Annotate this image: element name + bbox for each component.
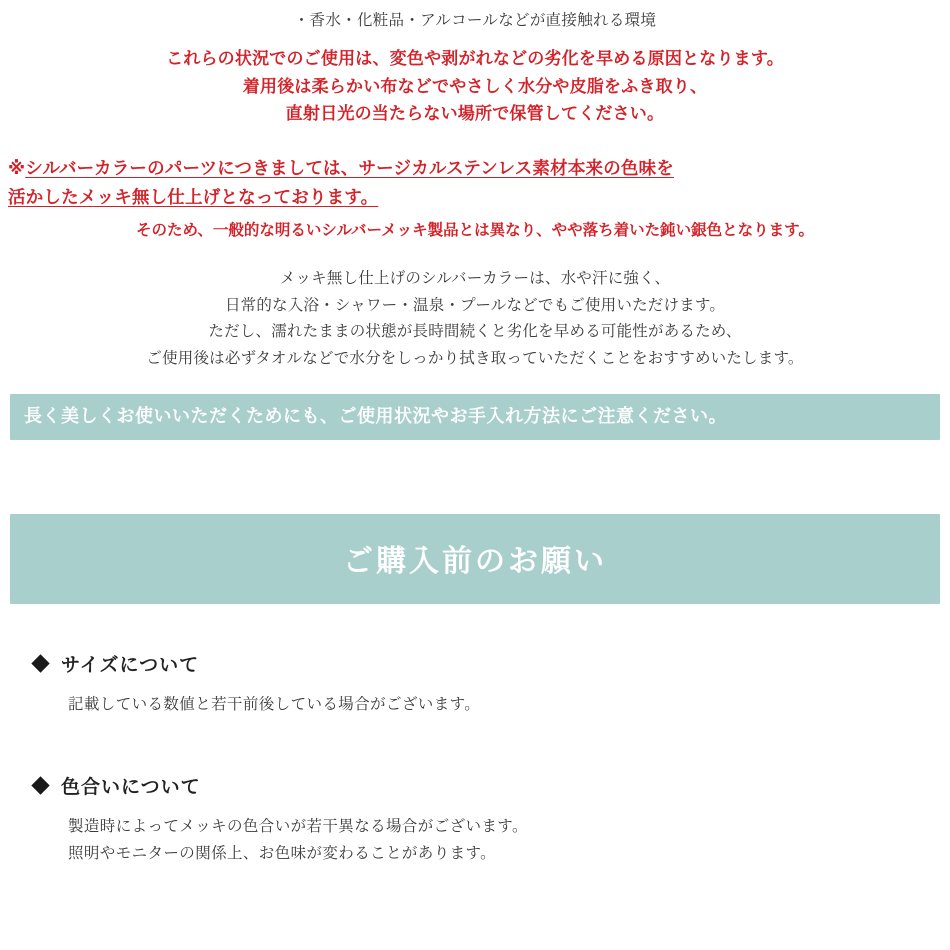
item-body-size (34, 691, 950, 718)
item-title-size (34, 650, 950, 677)
silver-note-line-2 (0, 184, 950, 214)
list-item (34, 650, 950, 718)
item-line: 照明やモニターの関係上、お色味が変わることがあります。 (68, 843, 497, 862)
item-title-text: サイズについて (61, 653, 200, 676)
diamond-bullet-icon (31, 776, 49, 794)
care-line-4: ご使用後は必ずタオルなどで水分をしっかり拭き取っていただくことをおすすめいたします。 (146, 348, 804, 367)
top-warning-block (0, 0, 950, 129)
warning-line-3: 直射日光の当たらない場所で保管してください。 (285, 104, 665, 125)
item-body-color (34, 813, 950, 867)
highlight-banner: 長く美しくお使いいただくためにも、ご使用状況やお手入れ方法にご注意ください。 (10, 394, 940, 440)
section-header-purchase-request: ご購入前のお願い (10, 514, 940, 604)
item-title-text: 色合いについて (61, 775, 201, 798)
condition-line: ・香水・化粧品・アルコールなどが直接触れる環境 (293, 11, 657, 29)
note-asterisk: ※ (8, 158, 26, 179)
item-title-color (34, 772, 950, 799)
silver-note-line-2-text: 活かしたメッキ無し仕上げとなっております。 (8, 188, 379, 209)
care-line-3: ただし、濡れたままの状態が長時間続くと劣化を早める可能性があるため、 (208, 322, 742, 341)
warning-line-2: 着用後は柔らかい布などでやさしく水分や皮脂をふき取り、 (242, 76, 708, 97)
warning-lines (0, 46, 950, 129)
care-line-1: メッキ無し仕上げのシルバーカラーは、水や汗に強く、 (279, 268, 671, 287)
warning-line-1: これらの状況でのご使用は、変色や剥がれなどの劣化を早める原因となります。 (166, 49, 784, 70)
notice-item-list (0, 650, 950, 867)
item-line: 製造時によってメッキの色合いが若干異なる場合がございます。 (68, 816, 528, 835)
diamond-bullet-icon (31, 654, 49, 672)
care-line-2: 日常的な入浴・シャワー・温泉・プールなどでもご使用いただけます。 (224, 295, 726, 314)
care-instructions (0, 265, 950, 372)
silver-note-line-3: そのため、一般的な明るいシルバーメッキ製品とは異なり、やや落ち着いた鈍い銀色となります。 (136, 221, 814, 240)
silver-note-line-1 (0, 155, 950, 185)
silver-note-line-1-text: シルバーカラーのパーツにつきましては、サージカルステンレス素材本来の色味を (25, 158, 674, 179)
list-item (34, 772, 950, 867)
silver-color-note (0, 155, 950, 243)
item-line: 記載している数値と若干前後している場合がございます。 (68, 694, 481, 713)
